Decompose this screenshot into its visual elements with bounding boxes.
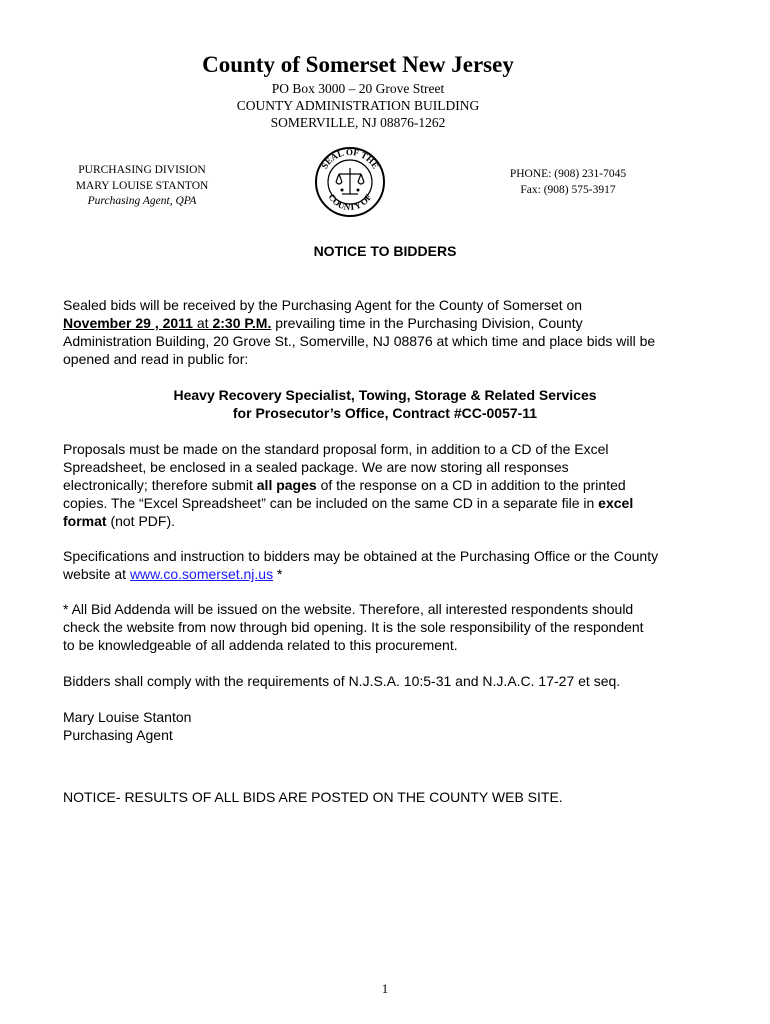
- proposal-line-5-end: (not PDF).: [106, 513, 176, 529]
- address-line-3: SOMERVILLE, NJ 08876-1262: [270, 115, 446, 130]
- address-line-2: COUNTY ADMINISTRATION BUILDING: [236, 98, 480, 113]
- bid-at: at: [196, 315, 213, 331]
- seal-bottom-text: COUNTY OF: [326, 192, 374, 213]
- address-line-1: PO Box 3000 – 20 Grove Street: [271, 81, 445, 96]
- proposal-line-1: Proposals must be made on the standard proposal form, in addition to a CD of the Excel: [63, 441, 609, 457]
- agent-title: Purchasing Agent, QPA: [87, 195, 197, 207]
- proposal-line-4: [63, 494, 723, 512]
- phone-number: PHONE: (908) 231-7045: [509, 168, 627, 180]
- contract-line-1: Heavy Recovery Specialist, Towing, Storage & Related Services: [173, 387, 597, 403]
- division-name: PURCHASING DIVISION: [78, 164, 206, 176]
- bid-date: November 29 , 2011: [63, 315, 197, 331]
- bid-time: 2:30 P.M.: [212, 315, 272, 331]
- specifications-line-2: [63, 565, 723, 583]
- bid-opening-line: opened and read in public for:: [63, 351, 249, 367]
- fax-number: Fax: (908) 575-3917: [520, 183, 616, 196]
- contract-line-2: for Prosecutor’s Office, Contract #CC-0057-11: [232, 405, 538, 421]
- addenda-line-2: check the website from now through bid opening. It is the sole responsibility of the respondent: [63, 619, 644, 635]
- signature-block: [63, 708, 723, 744]
- format-emphasis: format: [63, 513, 107, 529]
- website-asterisk: *: [273, 566, 283, 582]
- document-title: County of Somerset New Jersey: [202, 52, 514, 77]
- proposal-line-2: Spreadsheet, be enclosed in a sealed package. We are now storing all responses: [63, 459, 569, 475]
- proposal-line-3-end: of the response on a CD in addition to the printed: [316, 477, 626, 493]
- bid-paragraph: [63, 296, 723, 368]
- results-notice: NOTICE- RESULTS OF ALL BIDS ARE POSTED ON THE COUNTY WEB SITE.: [63, 789, 563, 805]
- bid-date-line: [63, 314, 723, 332]
- proposal-line-3: [63, 476, 723, 494]
- specifications-line-1: Specifications and instruction to bidders may be obtained at the Purchasing Office or the County: [63, 548, 659, 564]
- specifications-paragraph: [63, 547, 723, 583]
- compliance-paragraph: Bidders shall comply with the requirements of N.J.S.A. 10:5-31 and N.J.A.C. 17-27 et seq.: [63, 673, 621, 689]
- signature-name: Mary Louise Stanton: [63, 709, 192, 725]
- signature-title: Purchasing Agent: [63, 727, 173, 743]
- county-website-link[interactable]: www.co.somerset.nj.us: [129, 566, 274, 582]
- proposal-line-4-start: copies. The “Excel Spreadsheet” can be included on the same CD in a separate file in: [63, 495, 599, 511]
- contact-block: [488, 167, 648, 198]
- proposal-line-3-start: electronically; therefore submit: [63, 477, 257, 493]
- addenda-line-1: * All Bid Addenda will be issued on the website. Therefore, all interested respondents should: [63, 601, 634, 617]
- bid-intro-line: Sealed bids will be received by the Purchasing Agent for the County of Somerset on: [63, 297, 583, 313]
- notice-heading: NOTICE TO BIDDERS: [313, 243, 457, 259]
- proposal-paragraph: [63, 440, 723, 530]
- website-prefix: website at: [63, 566, 130, 582]
- county-seal-icon: [312, 146, 388, 218]
- addenda-paragraph: [63, 600, 723, 654]
- excel-emphasis: excel: [598, 495, 634, 511]
- agent-name: MARY LOUISE STANTON: [75, 179, 209, 192]
- seal-top-text: SEAL OF THE: [319, 146, 381, 171]
- bid-location-start: prevailing time in the Purchasing Division, County: [271, 315, 583, 331]
- addenda-line-3: to be knowledgeable of all addenda related to this procurement.: [63, 637, 458, 653]
- all-pages-emphasis: all pages: [256, 477, 317, 493]
- purchasing-division-block: [56, 163, 228, 210]
- bid-location-line: Administration Building, 20 Grove St., Somerville, NJ 08876 at which time and place bids will be: [63, 333, 656, 349]
- page-number: 1: [381, 981, 389, 996]
- contract-title: [0, 386, 770, 422]
- proposal-line-5: [63, 512, 723, 530]
